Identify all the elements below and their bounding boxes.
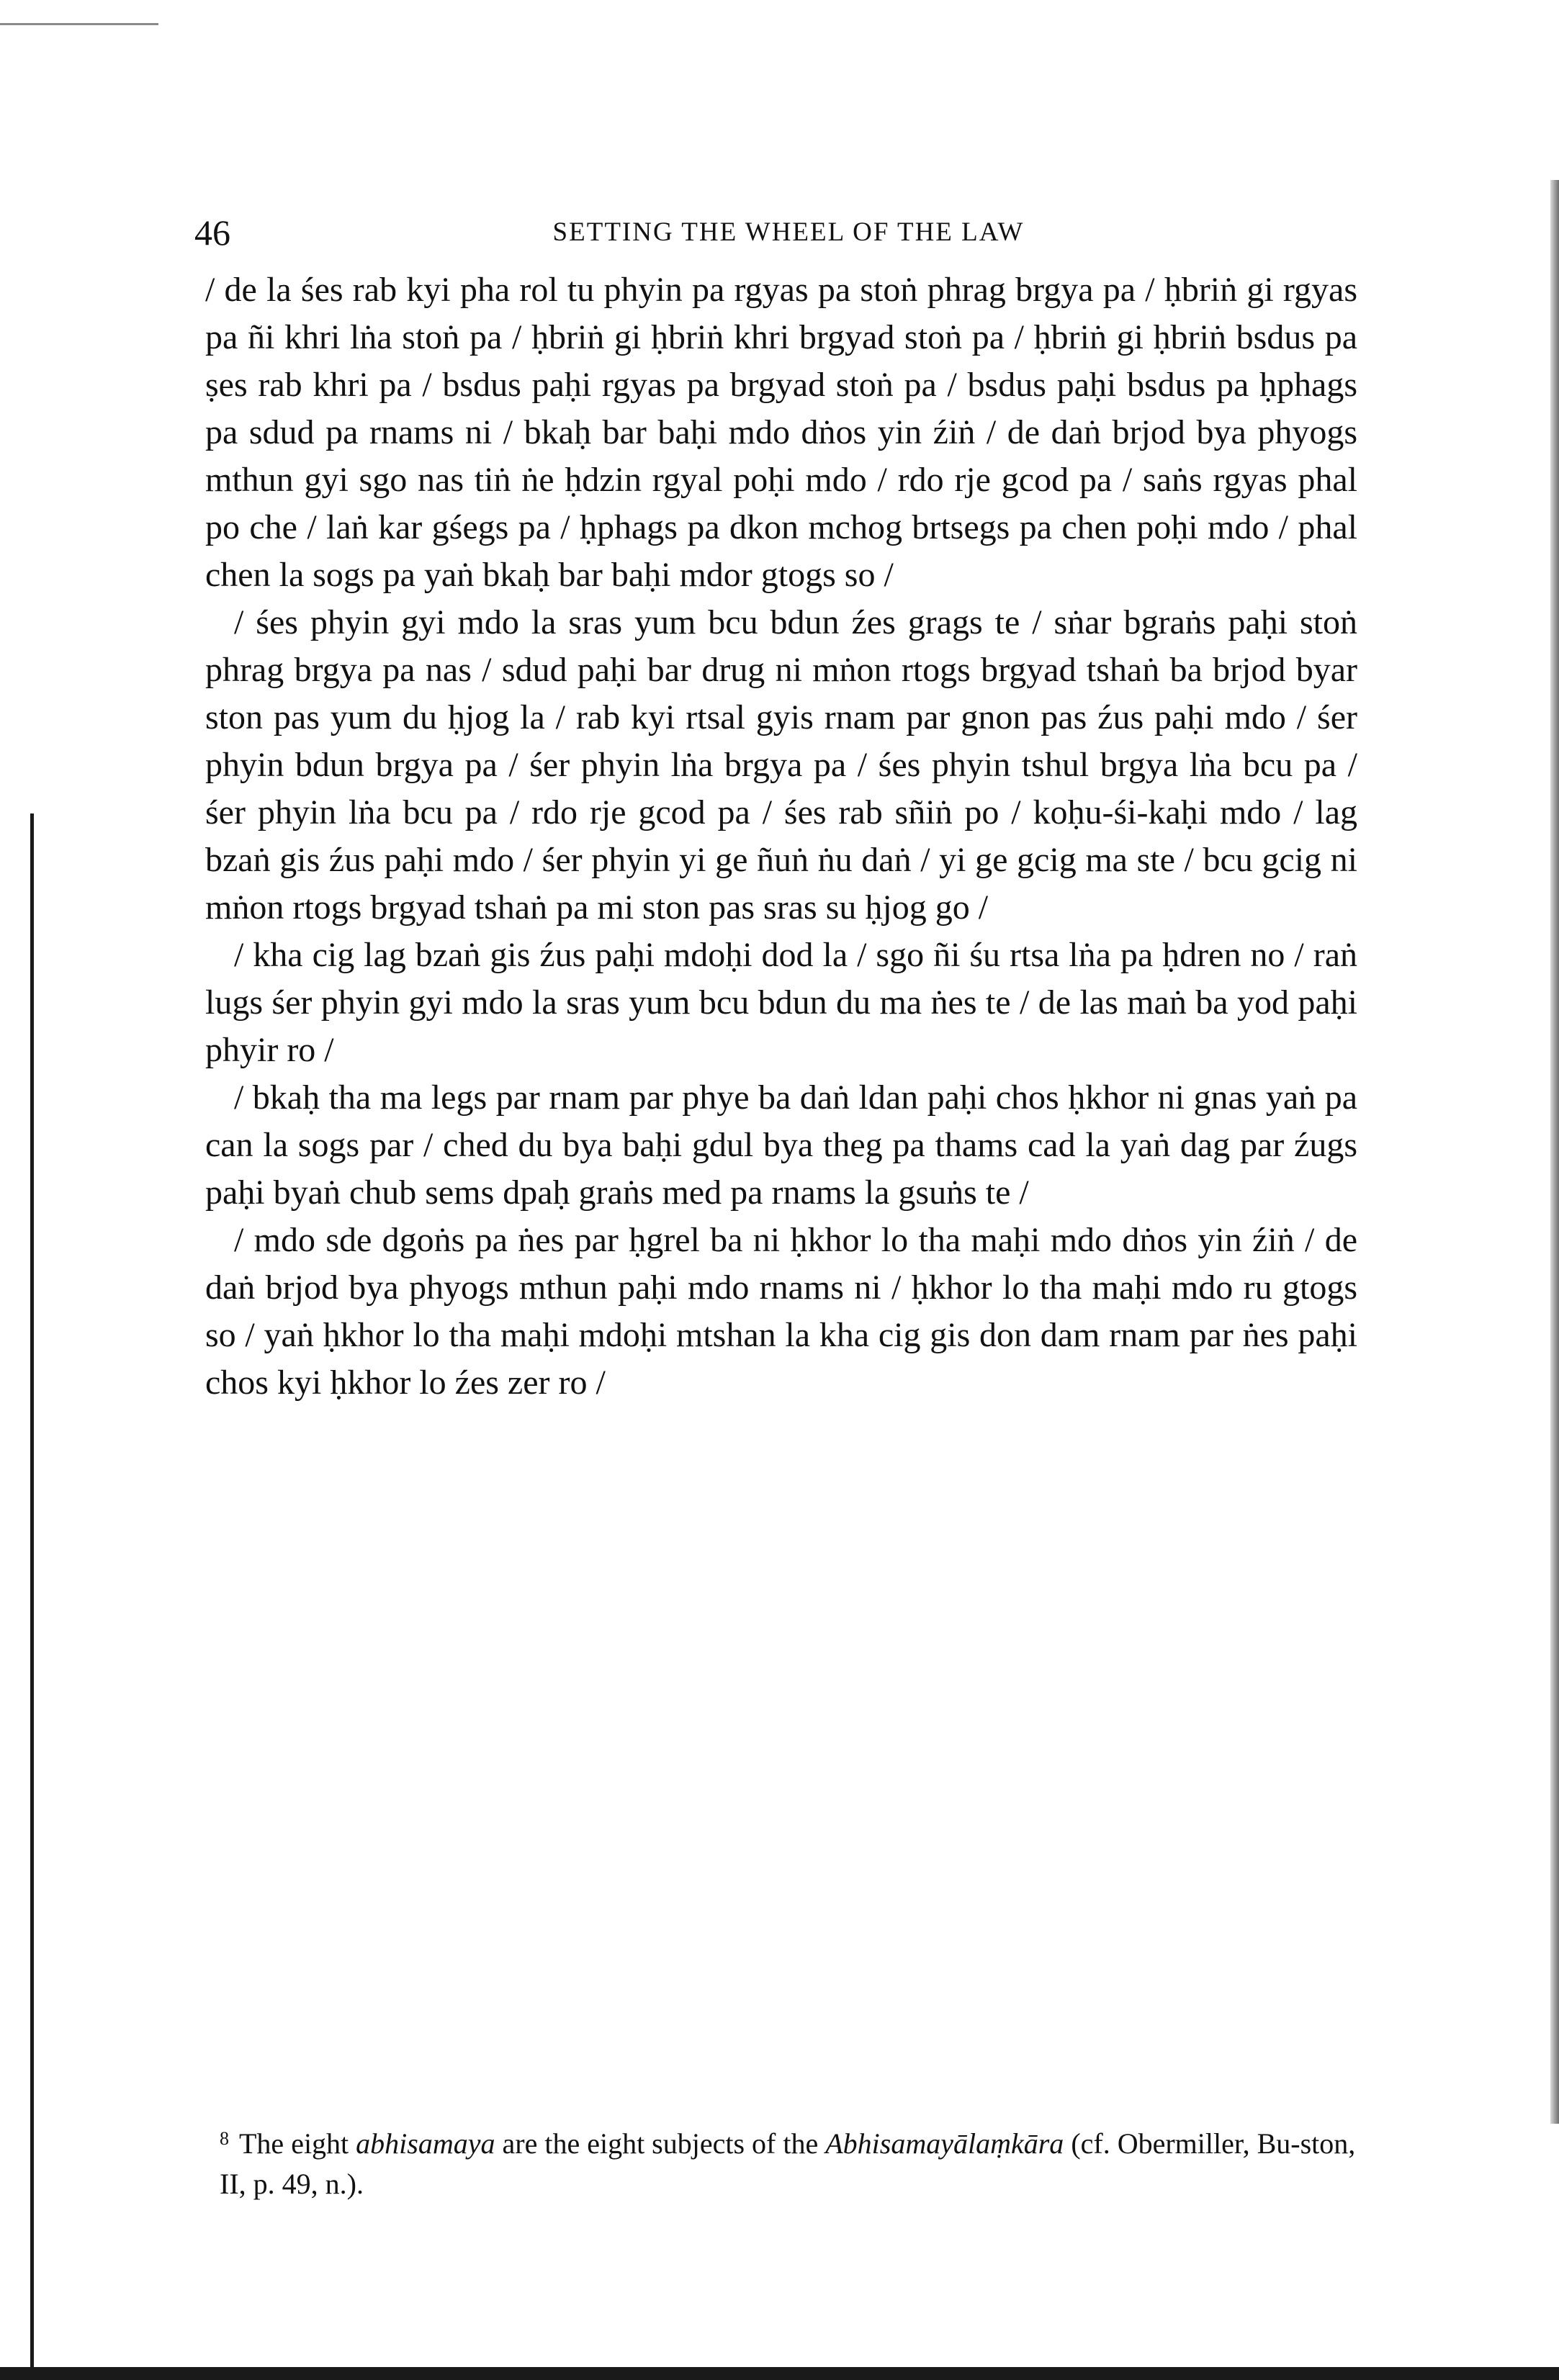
running-head — [194, 207, 1383, 258]
scan-artifact-left-edge — [30, 813, 34, 2376]
body-text — [205, 266, 1357, 1407]
paragraph: / bkaḥ tha ma legs par rnam par phye ba daṅ ldan paḥi chos ḥkhor ni gnas yaṅ pa can la sogs par / ched du bya baḥi gdul bya theg pa thams cad la yaṅ dag par źugs paḥi byaṅ chub sems dpaḥ graṅs med pa rnams la gsuṅs te / — [205, 1078, 1357, 1212]
footnote-title: Abhisamayālaṃkāra — [825, 2127, 1064, 2160]
scan-artifact-bottom-edge — [0, 2367, 1559, 2380]
paragraph: / mdo sde dgoṅs pa ṅes par ḥgrel ba ni ḥkhor lo tha maḥi mdo dṅos yin źiṅ / de daṅ brjod bya phyogs mthun paḥi mdo rnams ni / ḥkhor lo tha maḥi mdo ru gtogs so / yaṅ ḥkhor lo tha maḥi mdoḥi mtshan la kha cig gis don dam rnam par ṅes paḥi chos kyi ḥkhor lo źes zer ro / — [205, 1221, 1357, 1402]
footnote — [220, 2119, 1386, 2204]
paragraph: / de la śes rab kyi pha rol tu phyin pa rgyas pa stoṅ phrag brgya pa / ḥbriṅ gi rgyas pa ñi khri lṅa stoṅ pa / ḥbriṅ gi ḥbriṅ khri brgyad stoṅ pa / ḥbriṅ gi ḥbriṅ bsdus pa ṣes rab khri pa / bsdus paḥi rgyas pa brgyad stoṅ pa / bsdus paḥi bsdus pa ḥphags pa sdud pa rnams ni / bkaḥ bar baḥi mdo dṅos yin źiṅ / de daṅ brjod bya phyogs mthun gyi sgo nas tiṅ ṅe ḥdzin rgyal poḥi mdo / rdo rje gcod pa / saṅs rgyas phal po che / laṅ kar gśegs pa / ḥphags pa dkon mchog brtsegs pa chen poḥi mdo / phal chen la sogs pa yaṅ bkaḥ bar baḥi mdor gtogs so / — [205, 271, 1357, 594]
running-title: SETTING THE WHEEL OF THE LAW — [552, 217, 1025, 247]
scan-artifact-top-rule — [0, 23, 158, 25]
footnote-text: (cf. Obermiller, Bu-ston, II, p. 49, n.). — [220, 2127, 1356, 2200]
footnote-term: abhisamaya — [356, 2127, 495, 2160]
footnote-text: are the eight subjects of the — [495, 2127, 826, 2160]
page-number: 46 — [194, 212, 230, 253]
footnote-marker: 8 — [220, 2128, 229, 2149]
scan-artifact-right-edge — [1550, 180, 1559, 2124]
paragraph: / kha cig lag bzaṅ gis źus paḥi mdoḥi dod la / sgo ñi śu rtsa lṅa pa ḥdren no / raṅ lugs śer phyin gyi mdo la sras yum bcu bdun du ma ṅes te / de las maṅ ba yod paḥi phyir ro / — [205, 936, 1357, 1069]
paragraph: / śes phyin gyi mdo la sras yum bcu bdun źes grags te / sṅar bgraṅs paḥi stoṅ phrag brgya pa nas / sdud paḥi bar drug ni mṅon rtogs brgyad tshaṅ ba brjod byar ston pas yum du ḥjog la / rab kyi rtsal gyis rnam par gnon pas źus paḥi mdo / śer phyin bdun brgya pa / śer phyin lṅa brgya pa / śes phyin tshul brgya lṅa bcu pa / śer phyin lṅa bcu pa / rdo rje gcod pa / śes rab sñiṅ po / koḥu-śi-kaḥi mdo / lag bzaṅ gis źus paḥi mdo / śer phyin yi ge ñuṅ ṅu daṅ / yi ge gcig ma ste / bcu gcig ni mṅon rtogs brgyad tshaṅ pa mi ston pas sras su ḥjog go / — [205, 603, 1357, 927]
footnote-text: The eight — [239, 2127, 356, 2160]
